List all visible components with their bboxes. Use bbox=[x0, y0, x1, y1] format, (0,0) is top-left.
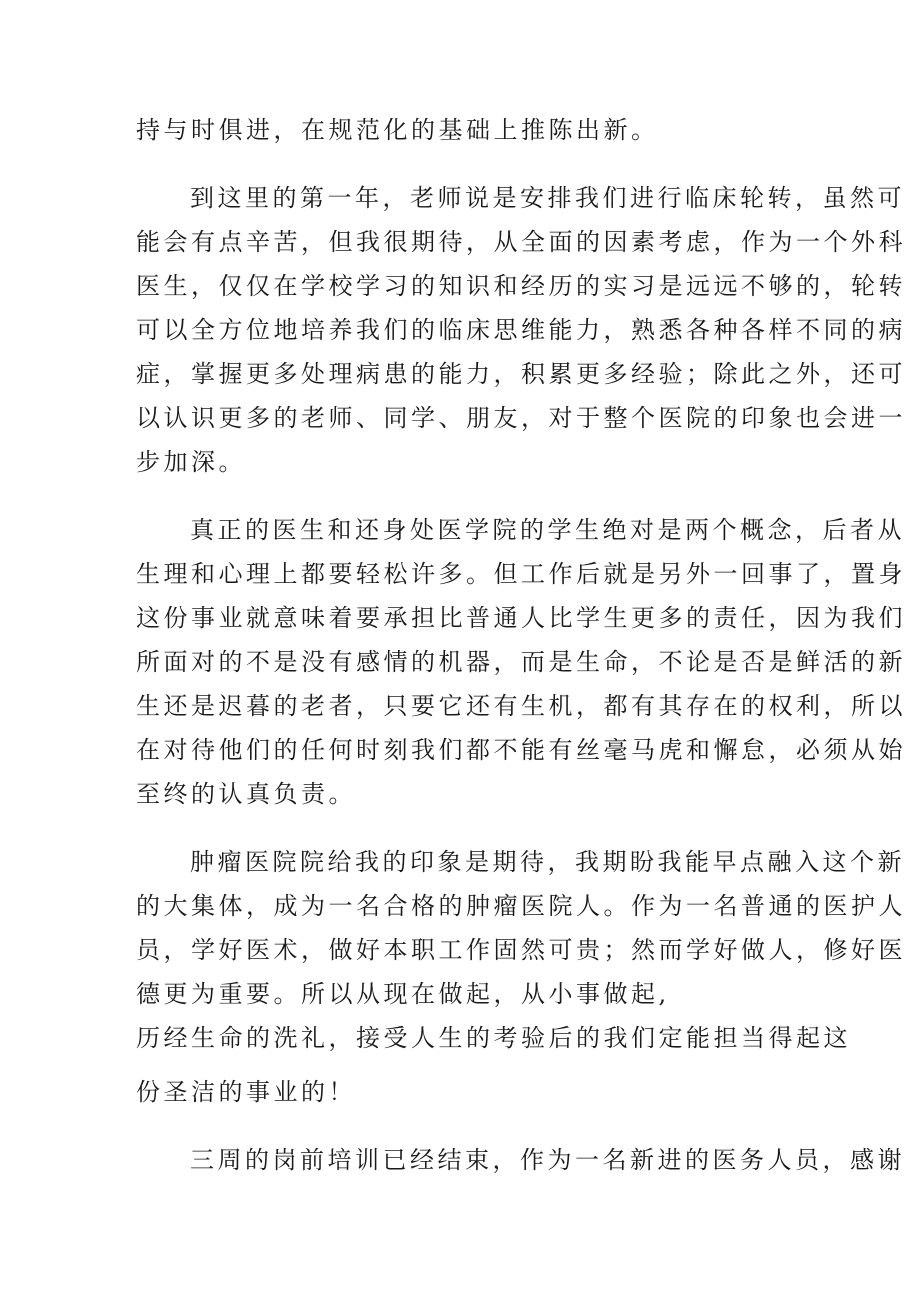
paragraph bbox=[136, 1138, 905, 1182]
text-line: 医生，仅仅在学校学习的知识和经历的实习是远远不够的，轮转 bbox=[136, 272, 906, 300]
text-line: 持与时俱进，在规范化的基础上推陈出新。 bbox=[136, 116, 659, 144]
text-line: 在对待他们的任何时刻我们都不能有丝毫马虎和懈怠，必须从始 bbox=[136, 736, 906, 764]
text-line: 肿瘤医院院给我的印象是期待，我期盼我能早点融入这个新 bbox=[190, 848, 905, 876]
text-line: 步加深。 bbox=[136, 448, 246, 476]
text-line: 历经生命的洗礼，接受人生的考验后的我们定能担当得起这 bbox=[136, 1024, 851, 1052]
text-line: 德更为重要。所以从现在做起，从小事做起, bbox=[136, 980, 670, 1008]
text-line: 三周的岗前培训已经结束，作为一名新进的医务人员，感谢 bbox=[190, 1146, 905, 1174]
text-line: 员，学好医术，做好本职工作固然可贵；然而学好做人，修好医 bbox=[136, 936, 906, 964]
paragraph bbox=[136, 176, 906, 484]
text-line: 所面对的不是没有感情的机器，而是生命，不论是否是鲜活的新 bbox=[136, 648, 906, 676]
text-line: 以认识更多的老师、同学、朋友，对于整个医院的印象也会进一 bbox=[136, 404, 906, 432]
text-line: 份圣洁的事业的！ bbox=[136, 1078, 356, 1106]
text-line: 能会有点辛苦，但我很期待，从全面的因素考虑，作为一个外科 bbox=[136, 228, 906, 256]
text-line: 这份事业就意味着要承担比普通人比学生更多的责任，因为我们 bbox=[136, 604, 906, 632]
document-body bbox=[136, 108, 906, 1182]
text-line: 的大集体，成为一名合格的肿瘤医院人。作为一名普通的医护人 bbox=[136, 892, 906, 920]
paragraph bbox=[136, 108, 796, 152]
text-line: 到这里的第一年，老师说是安排我们进行临床轮转，虽然可 bbox=[190, 184, 905, 212]
text-line: 生理和心理上都要轻松许多。但工作后就是另外一回事了，置身 bbox=[136, 560, 906, 588]
paragraph bbox=[136, 508, 906, 816]
text-line: 症，掌握更多处理病患的能力，积累更多经验；除此之外，还可 bbox=[136, 360, 906, 388]
text-line: 生还是迟暮的老者，只要它还有生机，都有其存在的权利，所以 bbox=[136, 692, 906, 720]
paragraph bbox=[136, 840, 906, 1114]
text-line: 可以全方位地培养我们的临床思维能力，熟悉各种各样不同的病 bbox=[136, 316, 906, 344]
text-line: 至终的认真负责。 bbox=[136, 780, 356, 808]
text-line: 真正的医生和还身处医学院的学生绝对是两个概念，后者从 bbox=[190, 516, 905, 544]
